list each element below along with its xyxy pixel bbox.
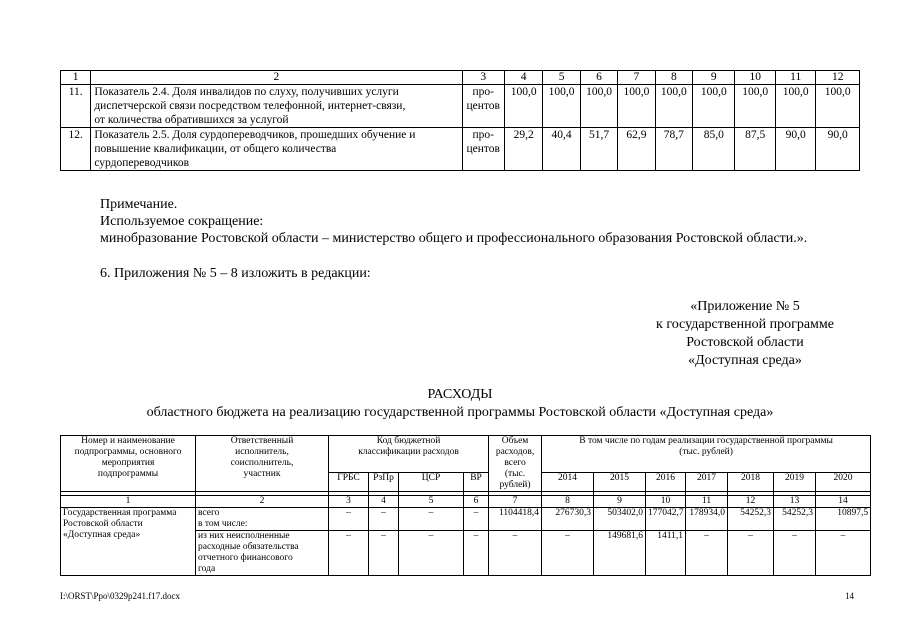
header-year: 2014 <box>542 472 594 491</box>
header-year: 2020 <box>816 472 871 491</box>
text-line: центов <box>466 100 500 112</box>
text-line: про- <box>472 129 494 141</box>
value-cell: 100,0 <box>580 85 617 128</box>
value-cell: 40,4 <box>543 128 580 171</box>
value-cell: 62,9 <box>618 128 655 171</box>
total-cell: – <box>489 531 542 576</box>
value-cell: 100,0 <box>618 85 655 128</box>
executor-cell <box>196 508 329 531</box>
text-line: расходов, <box>495 447 535 457</box>
text-line: Объем <box>501 436 529 446</box>
document-title <box>60 386 860 422</box>
item-6-text: 6. Приложения № 5 – 8 изложить в редакции: <box>100 266 371 281</box>
value-cell: 90,0 <box>775 128 815 171</box>
column-number: 14 <box>816 496 871 508</box>
note-abbrev-label: Используемое сокращение: <box>100 214 264 229</box>
text-line: в том числе: <box>198 519 248 529</box>
year-value-cell: – <box>686 531 728 576</box>
text-line: года <box>198 564 216 574</box>
text-line: всего <box>198 508 220 518</box>
value-cell: 100,0 <box>543 85 580 128</box>
value-cell: 100,0 <box>504 85 542 128</box>
header-code: ВР <box>464 472 489 491</box>
unit-cell <box>462 85 504 128</box>
code-cell: – <box>464 531 489 576</box>
column-number: 10 <box>735 71 775 85</box>
text-line: Ростовской области <box>63 519 143 529</box>
header-year: 2018 <box>728 472 774 491</box>
text-line: классификации расходов <box>358 447 459 457</box>
column-number: 1 <box>61 496 196 508</box>
year-value-cell: 54252,3 <box>774 508 816 531</box>
column-number: 6 <box>580 71 617 85</box>
header-year: 2015 <box>594 472 646 491</box>
text-line: про- <box>472 86 494 98</box>
text-line: Номер и наименование <box>81 436 175 446</box>
row-number: 12. <box>61 128 91 171</box>
title-line: РАСХОДЫ <box>427 387 493 402</box>
unit-cell <box>462 128 504 171</box>
column-number: 5 <box>543 71 580 85</box>
code-cell: – <box>329 531 369 576</box>
text-line: Показатель 2.4. Доля инвалидов по слуху, получивших услуги <box>94 86 399 98</box>
code-cell: – <box>399 531 464 576</box>
text-line: диспетчерской связи посредством телефонной, интернет-связи, <box>94 100 406 112</box>
text-line: расходные обязательства <box>198 542 299 552</box>
text-line: мероприятия <box>101 458 155 468</box>
indicators-table <box>60 70 860 171</box>
column-number: 9 <box>594 496 646 508</box>
year-value-cell: – <box>728 531 774 576</box>
text-line: «Доступная среда» <box>63 530 141 540</box>
file-path: I:\ORST\Ppo\0329p241.f17.docx <box>60 591 181 601</box>
expenses-table <box>60 435 871 576</box>
text-line: от количества обратившихся за услугой <box>94 114 289 126</box>
header-program <box>61 436 196 492</box>
text-line: всего <box>504 458 526 468</box>
value-cell: 87,5 <box>735 128 775 171</box>
text-line: (тыс. <box>504 469 526 479</box>
code-cell: – <box>329 508 369 531</box>
header-budget-code <box>329 436 489 473</box>
appendix-heading <box>640 298 850 370</box>
text-line: отчетного финансового <box>198 553 293 563</box>
text-line: Код бюджетной <box>376 436 441 446</box>
column-number: 4 <box>369 496 399 508</box>
column-numbers-row <box>61 496 871 508</box>
column-number: 13 <box>774 496 816 508</box>
column-number: 12 <box>728 496 774 508</box>
column-number: 12 <box>816 71 860 85</box>
page-number: 14 <box>845 591 854 601</box>
code-cell: – <box>464 508 489 531</box>
year-value-cell: 1411,1 <box>646 531 686 576</box>
value-cell: 100,0 <box>655 85 692 128</box>
header-year: 2017 <box>686 472 728 491</box>
header-year: 2016 <box>646 472 686 491</box>
year-value-cell: 54252,3 <box>728 508 774 531</box>
note-heading: Примечание. <box>100 197 178 212</box>
year-value-cell: 276730,3 <box>542 508 594 531</box>
text-line: исполнитель, <box>235 447 289 457</box>
column-number: 8 <box>542 496 594 508</box>
header-code: ЦСР <box>399 472 464 491</box>
column-number: 11 <box>775 71 815 85</box>
year-value-cell: 10897,5 <box>816 508 871 531</box>
text-line: соисполнитель, <box>230 458 294 468</box>
column-number: 8 <box>655 71 692 85</box>
year-value-cell: – <box>542 531 594 576</box>
header-years-group <box>542 436 871 473</box>
total-cell: 1104418,4 <box>489 508 542 531</box>
value-cell: 100,0 <box>816 85 860 128</box>
appendix-line: «Доступная среда» <box>688 353 802 368</box>
note-abbrev-text: минобразование Ростовской области – министерство общего и профессионального образования Ростовской области.». <box>100 231 808 246</box>
text-line: сурдопереводчиков <box>94 157 190 169</box>
column-number: 3 <box>462 71 504 85</box>
column-number: 3 <box>329 496 369 508</box>
title-subtitle: областного бюджета на реализацию государственной программы Ростовской области «Доступная среда» <box>146 405 774 420</box>
executor-cell <box>196 531 329 576</box>
indicator-text <box>91 128 462 171</box>
column-number: 2 <box>91 71 462 85</box>
column-number: 5 <box>399 496 464 508</box>
year-value-cell: 503402,0 <box>594 508 646 531</box>
column-number: 6 <box>464 496 489 508</box>
appendix-line: к государственной программе <box>656 317 834 332</box>
header-executor <box>196 436 329 492</box>
value-cell: 100,0 <box>735 85 775 128</box>
text-line: повышение квалификации, от общего количества <box>94 143 337 155</box>
table-header-row <box>61 71 860 85</box>
text-line: рублей) <box>499 480 531 490</box>
table-header-row <box>61 436 871 473</box>
code-cell: – <box>399 508 464 531</box>
value-cell: 51,7 <box>580 128 617 171</box>
indicator-text <box>91 85 462 128</box>
year-value-cell: 178934,0 <box>686 508 728 531</box>
text-line: подпрограммы <box>97 469 159 479</box>
value-cell: 100,0 <box>693 85 735 128</box>
program-name-cell <box>61 508 196 576</box>
table-row <box>61 508 871 531</box>
column-number: 2 <box>196 496 329 508</box>
table-row <box>61 85 860 128</box>
text-line: центов <box>466 143 500 155</box>
column-number: 7 <box>489 496 542 508</box>
column-number: 1 <box>61 71 91 85</box>
table-row <box>61 128 860 171</box>
text-line: участник <box>243 469 281 479</box>
column-number: 11 <box>686 496 728 508</box>
column-number: 4 <box>504 71 542 85</box>
column-number: 9 <box>693 71 735 85</box>
appendix-line: Ростовской области <box>686 335 804 350</box>
text-line: (тыс. рублей) <box>679 447 733 457</box>
column-number: 10 <box>646 496 686 508</box>
text-line: Государственная программа <box>63 508 177 518</box>
year-value-cell: – <box>774 531 816 576</box>
year-value-cell: 149681,6 <box>594 531 646 576</box>
value-cell: 85,0 <box>693 128 735 171</box>
text-line: В том числе по годам реализации государственной программы <box>579 436 833 446</box>
value-cell: 90,0 <box>816 128 860 171</box>
value-cell: 100,0 <box>775 85 815 128</box>
column-number: 7 <box>618 71 655 85</box>
value-cell: 29,2 <box>504 128 542 171</box>
text-line: Показатель 2.5. Доля сурдопереводчиков, прошедших обучение и <box>94 129 416 141</box>
text-line: подпрограммы, основного <box>74 447 182 457</box>
header-code: ГРБС <box>329 472 369 491</box>
code-cell: – <box>369 531 399 576</box>
text-line: Ответственный <box>230 436 294 446</box>
header-total <box>489 436 542 492</box>
header-year: 2019 <box>774 472 816 491</box>
code-cell: – <box>369 508 399 531</box>
value-cell: 78,7 <box>655 128 692 171</box>
year-value-cell: 177042,7 <box>646 508 686 531</box>
header-code: РзПр <box>369 472 399 491</box>
text-line: из них неисполненные <box>198 531 290 541</box>
row-number: 11. <box>61 85 91 128</box>
appendix-line: «Приложение № 5 <box>690 299 800 314</box>
year-value-cell: – <box>816 531 871 576</box>
